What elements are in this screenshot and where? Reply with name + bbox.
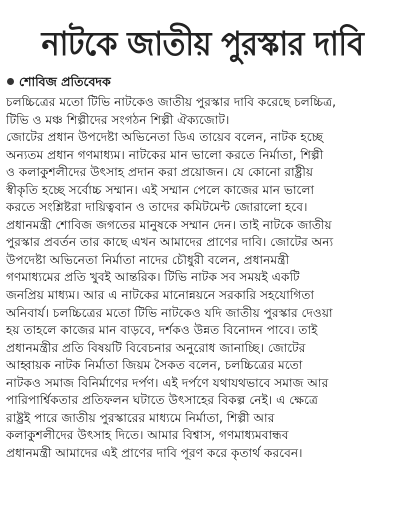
body-line: অন্যতম প্রধান গণমাধ্যম। নাটকের মান ভালো করতে নির্মাতা, শিল্পী	[6, 147, 324, 162]
body-line: আহ্বায়ক নাটক নির্মাতা জিয়ম সৈকত বলেন, চলচ্চিত্রের মতো	[6, 358, 303, 373]
body-line: রাষ্ট্রই পারে জাতীয় পুরস্কারের মাধ্যমে নির্মাতা, শিল্পী আর	[6, 410, 275, 425]
body-line: প্রধানমন্ত্রী শোবিজ জগতের মানুষকে সম্মান দেন। তাই নাটকে জাতীয়	[6, 217, 332, 232]
byline	[7, 74, 111, 90]
article-body	[6, 94, 398, 462]
body-line: গণমাধ্যমের প্রতি খুবই আন্তরিক। টিভি নাটক সব সময়ই একটি	[6, 270, 300, 285]
body-line: প্রধানমন্ত্রী আমাদের এই প্রাণের দাবি পূরণ করে কৃতার্থ করবেন।	[6, 445, 303, 460]
body-line: চলচ্চিত্রের মতো টিভি নাটকেও জাতীয় পুরস্কার দাবি করেছে চলচ্চিত্র,	[6, 95, 336, 109]
bullet-icon	[7, 78, 14, 85]
headline: নাটকে জাতীয় পুরস্কার দাবি	[41, 24, 364, 63]
body-line: প্রধানমন্ত্রীর প্রতি বিষয়টি বিবেচনার অনুরোধ জানাচ্ছি। জোটের	[6, 340, 306, 355]
body-line: অনিবার্য। চলচ্চিত্রের মতো টিভি নাটকেও যদি জাতীয় পুরস্কার দেওয়া	[6, 305, 333, 320]
body-line: কলাকুশলীদের উৎসাহ দিতে। আমার বিশ্বাস, গণমাধ্যমবান্ধব	[6, 428, 289, 443]
body-line: টিভি ও মঞ্চ শিল্পীদের সংগঠন শিল্পী ঐক্যজোট।	[6, 112, 230, 127]
body-line: হয় তাহলে কাজের মান বাড়বে, দর্শকও উন্নত বিনোদন পাবে। তাই	[6, 323, 318, 338]
body-line: উপদেষ্টা অভিনেতা নির্মাতা নাদের চৌধুরী বলেন, প্রধানমন্ত্রী	[6, 252, 290, 267]
body-line: জনপ্রিয় মাধ্যম। আর এ নাটকের মানোন্নয়নে সরকারি সহযোগিতা	[6, 288, 314, 303]
body-line: পুরস্কার প্রবর্তন তার কাছে এখন আমাদের প্রাণের দাবি। জোটের অন্য	[6, 235, 334, 250]
body-line: জোটের প্রধান উপদেষ্টা অভিনেতা ডিএ তায়েব বলেন, নাটক হচ্ছে	[6, 130, 324, 145]
byline-text: শোবিজ প্রতিবেদক	[19, 74, 111, 89]
body-line: ও কলাকুশলীদের উৎসাহ প্রদান করা প্রয়োজন। যে কোনো রাষ্ট্রীয়	[6, 165, 314, 180]
body-line: করতে সংশ্লিষ্টরা দায়িত্ববান ও তাদের কমিটমেন্ট জোরালো হবে।	[6, 200, 308, 215]
body-line: নাটকও সমাজ বিনির্মাণের দর্পণ। এই দর্পণে যথাযথভাবে সমাজ আর	[6, 375, 329, 390]
body-line: পারিপার্শ্বিকতার প্রতিফলন ঘটাতে উৎসাহের বিকল্প নেই। এ ক্ষেত্রে	[6, 393, 318, 408]
body-line: স্বীকৃতি হচ্ছে সর্বোচ্চ সম্মান। এই সম্মান পেলে কাজের মান ভালো	[6, 182, 315, 197]
